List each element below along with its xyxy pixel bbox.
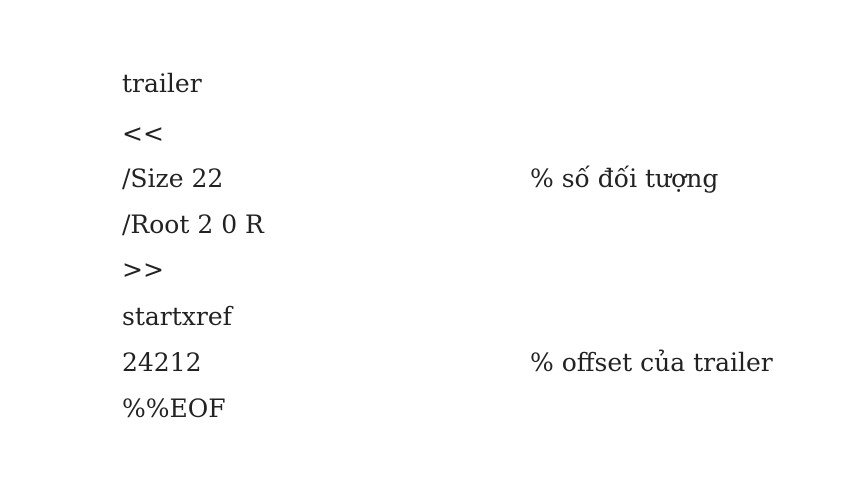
code-line-size: /Size 22 [122,164,224,193]
code-line-trailer: trailer [122,69,202,98]
code-line-root: /Root 2 0 R [122,210,264,239]
code-line-offset: 24212 [122,348,202,377]
comment-size: % số đối tượng [530,164,719,193]
code-line-dict-close: >> [122,255,164,284]
comment-offset: % offset của trailer [530,348,773,377]
code-line-eof: %%EOF [122,394,226,423]
code-line-dict-open: << [122,119,164,148]
code-line-startxref: startxref [122,302,232,331]
